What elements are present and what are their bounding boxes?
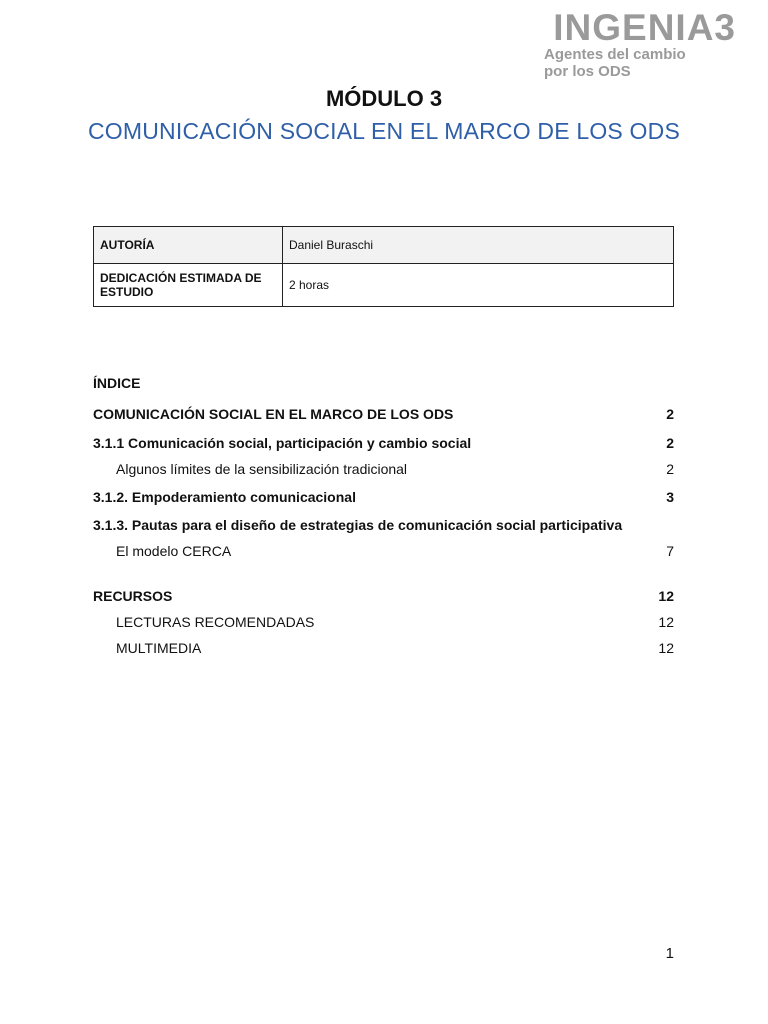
logo-tagline-line2: por los ODS bbox=[544, 63, 631, 80]
info-row-study-time bbox=[94, 264, 674, 307]
info-value: 2 horas bbox=[283, 264, 674, 307]
toc-entry[interactable] bbox=[93, 542, 674, 560]
toc-entry-page: 12 bbox=[658, 640, 674, 656]
toc-entry-title: LECTURAS RECOMENDADAS bbox=[116, 614, 315, 630]
page-title: COMUNICACIÓN SOCIAL EN EL MARCO DE LOS ODS bbox=[87, 118, 680, 144]
toc-entry-title: 3.1.2. Empoderamiento comunicacional bbox=[93, 489, 356, 505]
table-of-contents bbox=[93, 374, 674, 657]
toc-entry-title: RECURSOS bbox=[93, 588, 173, 604]
module-title: MÓDULO 3 bbox=[325, 86, 443, 111]
toc-entry-page: 7 bbox=[666, 543, 674, 559]
toc-entry-title: COMUNICACIÓN SOCIAL EN EL MARCO DE LOS ODS bbox=[93, 406, 454, 422]
toc-entry[interactable] bbox=[93, 639, 674, 657]
toc-entry-title: 3.1.1 Comunicación social, participación y cambio social bbox=[93, 435, 472, 451]
toc-entry[interactable] bbox=[93, 434, 674, 452]
toc-entry[interactable] bbox=[93, 516, 674, 534]
info-key: DEDICACIÓN ESTIMADA DE ESTUDIO bbox=[94, 264, 283, 307]
toc-entry[interactable] bbox=[93, 405, 674, 423]
ingenia3-logo bbox=[536, 7, 736, 80]
toc-entry-title: El modelo CERCA bbox=[116, 543, 232, 559]
info-value: Daniel Buraschi bbox=[283, 227, 674, 264]
toc-entry-page: 12 bbox=[658, 614, 674, 630]
toc-entry-page: 2 bbox=[666, 461, 674, 477]
logo-tagline-line1: Agentes del cambio bbox=[544, 46, 686, 63]
toc-entry[interactable] bbox=[93, 460, 674, 478]
toc-entry-page: 2 bbox=[666, 435, 674, 451]
logo-wordmark: INGENIA3 bbox=[553, 7, 736, 48]
toc-entry[interactable] bbox=[93, 488, 674, 506]
toc-entry-page: 3 bbox=[666, 489, 674, 505]
info-table bbox=[93, 226, 674, 307]
info-key: AUTORÍA bbox=[94, 227, 283, 264]
toc-entry-title: Algunos límites de la sensibilización tradicional bbox=[116, 461, 408, 477]
toc-entry[interactable] bbox=[93, 613, 674, 631]
toc-entry-page: 2 bbox=[666, 406, 674, 422]
toc-entry-title: MULTIMEDIA bbox=[116, 640, 202, 656]
page-number: 1 bbox=[665, 945, 674, 962]
info-row-author bbox=[94, 227, 674, 264]
toc-entry[interactable] bbox=[93, 587, 674, 605]
toc-entry-title: 3.1.3. Pautas para el diseño de estrategias de comunicación social participativa bbox=[93, 517, 623, 533]
toc-entry-page: 12 bbox=[658, 588, 674, 604]
index-heading: ÍNDICE bbox=[93, 375, 141, 391]
